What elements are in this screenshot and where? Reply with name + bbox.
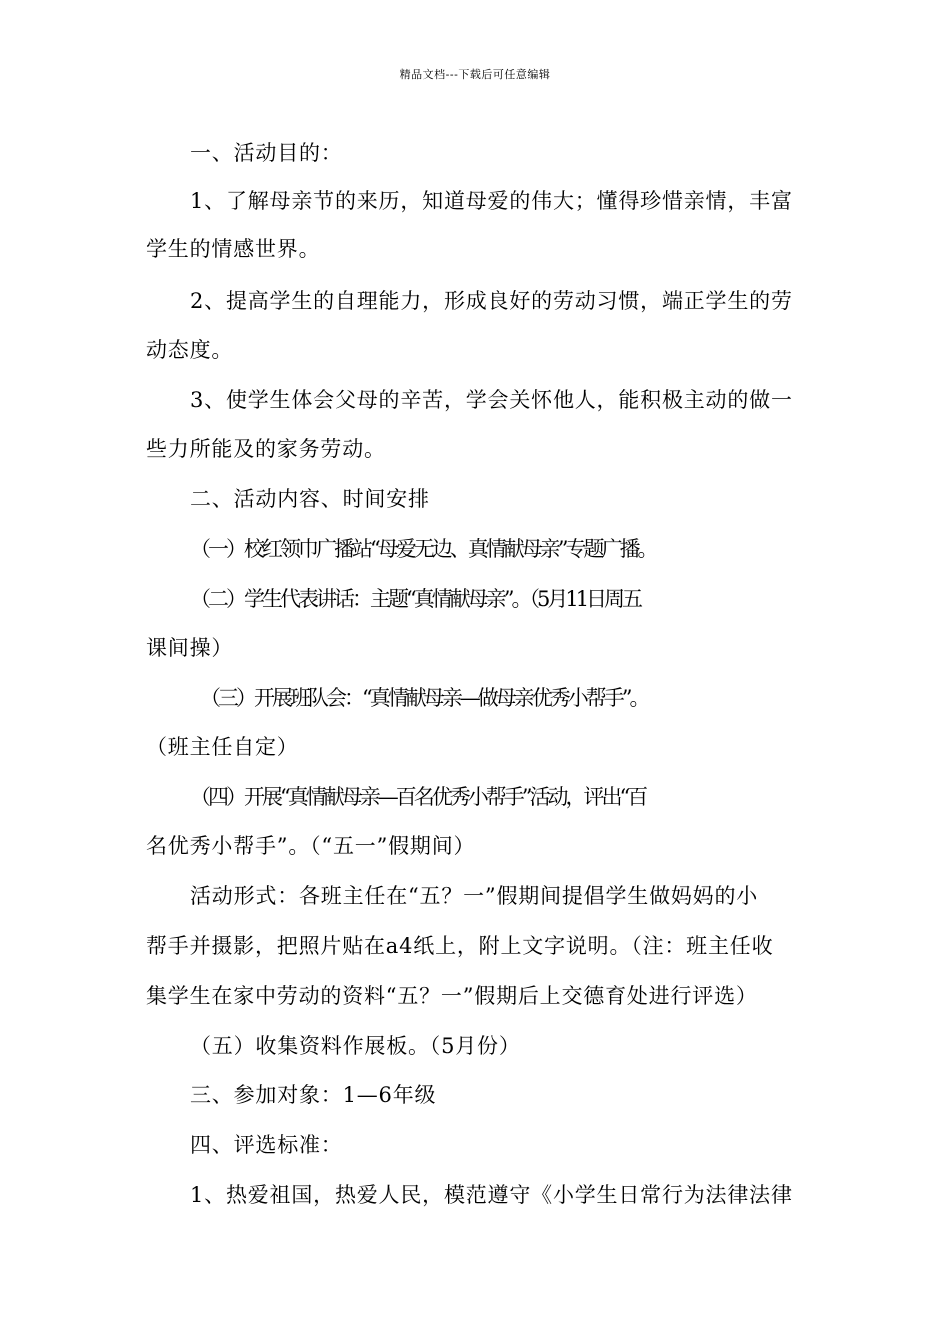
section-heading: 三、参加对象：1—6年级 <box>190 1083 437 1107</box>
section-heading: 二、活动内容、时间安排 <box>190 487 430 511</box>
paragraph-line: （二）学生代表讲话：主题“真情献母亲”。（5月11日周五 <box>190 587 641 611</box>
paragraph-line: 课间操） <box>146 636 234 660</box>
paragraph-line: （班主任自定） <box>146 735 299 759</box>
paragraph-line: 1、热爱祖国，热爱人民，模范遵守《小学生日常行为法律法律 <box>190 1183 793 1207</box>
section-heading: 四、评选标准： <box>190 1133 343 1157</box>
page-header: 精品文档---下载后可任意编辑 <box>399 68 551 81</box>
paragraph-line: 集学生在家中劳动的资料“五？一”假期后上交德育处进行评选） <box>146 984 758 1008</box>
paragraph-line: 3、使学生体会父母的辛苦，学会关怀他人，能积极主动的做一 <box>190 388 793 412</box>
paragraph-line: 学生的情感世界。 <box>146 237 321 261</box>
paragraph-line: 些力所能及的家务劳动。 <box>146 437 386 461</box>
paragraph-line: （一）校红领巾广播站“母爱无边、真情献母亲”专题广播。 <box>190 537 656 561</box>
paragraph-line: 名优秀小帮手”。（“五一”假期间） <box>146 834 476 858</box>
paragraph-line: （三）开展班队会：“真情献母亲—做母亲优秀小帮手”。 <box>200 686 648 710</box>
paragraph-line: 帮手并摄影，把照片贴在a4纸上，附上文字说明。（注：班主任收 <box>146 934 774 958</box>
paragraph-line: 1、了解母亲节的来历，知道母爱的伟大；懂得珍惜亲情，丰富 <box>190 189 793 213</box>
section-heading: 一、活动目的： <box>190 141 343 165</box>
paragraph-line: （四）开展“真情献母亲—百名优秀小帮手”活动，评出“百 <box>190 785 646 809</box>
paragraph-line: 2、提高学生的自理能力，形成良好的劳动习惯，端正学生的劳 <box>190 289 793 313</box>
paragraph-line: 动态度。 <box>146 338 234 362</box>
paragraph-line: 活动形式：各班主任在“五？一”假期间提倡学生做妈妈的小 <box>190 884 759 908</box>
paragraph-line: （五）收集资料作展板。（5月份） <box>190 1034 521 1058</box>
